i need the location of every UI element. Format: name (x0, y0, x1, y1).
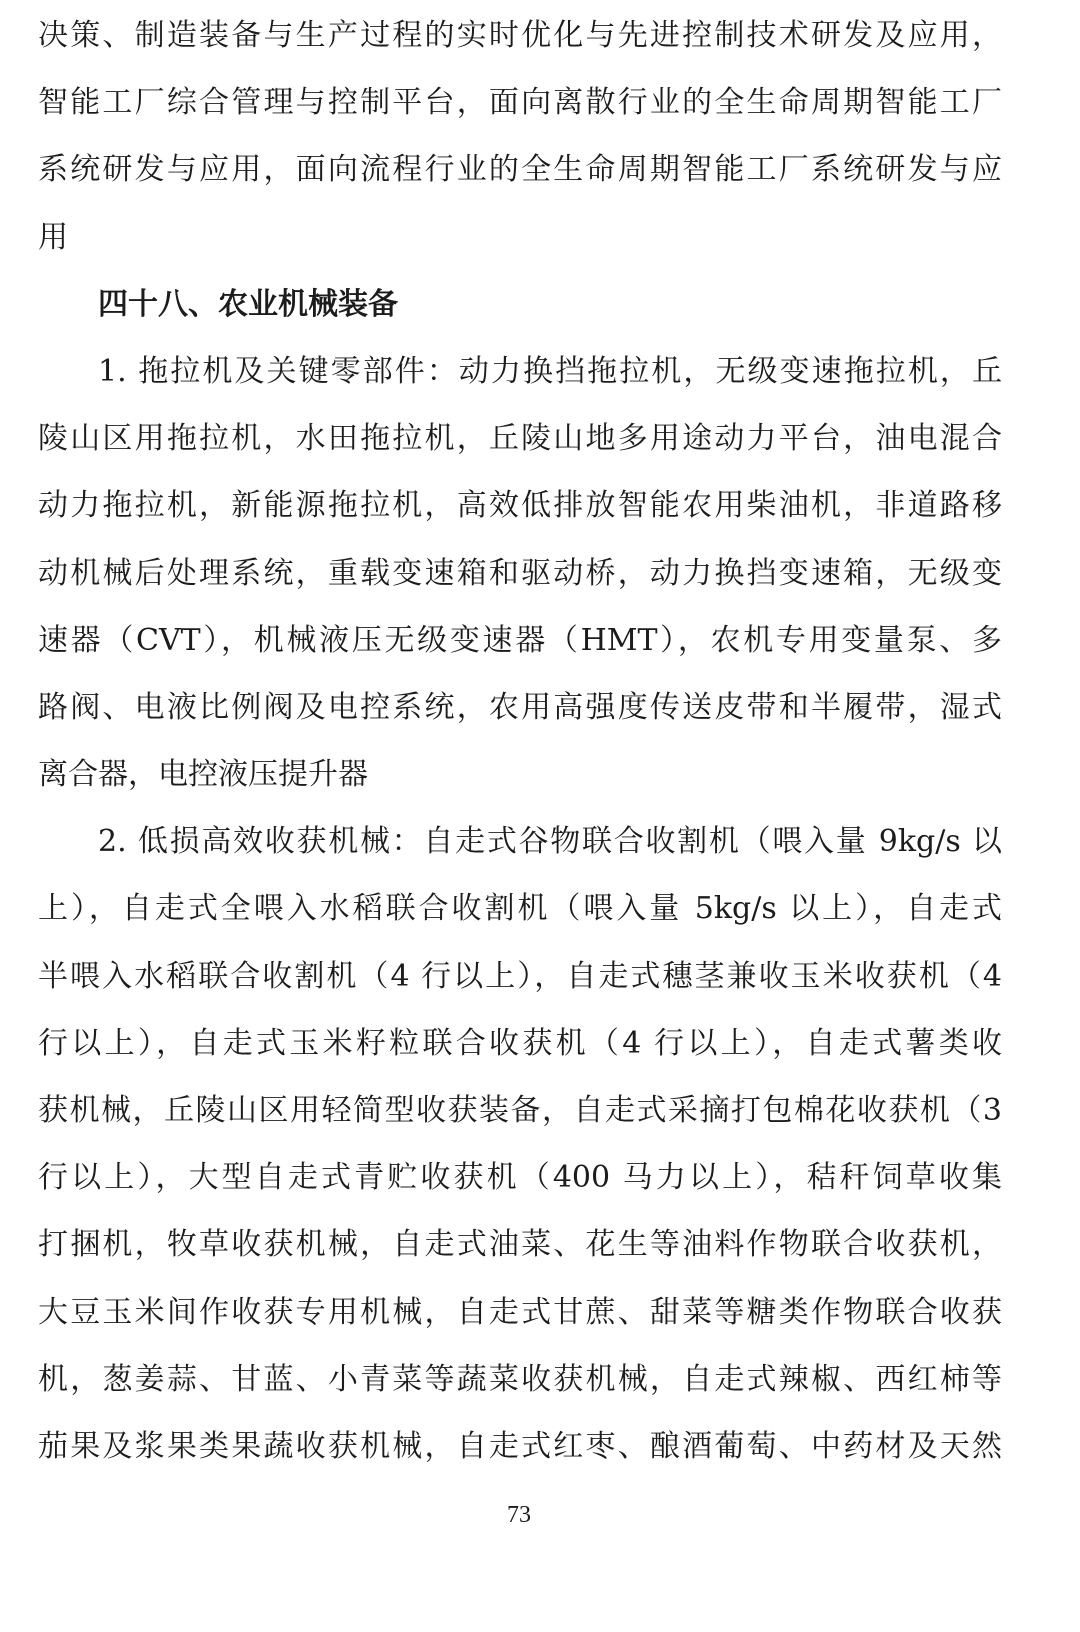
text-line: 速器（CVT），机械液压无级变速器（HMT），农机专用变量泵、多 (38, 622, 1002, 658)
text-line: 动力拖拉机，新能源拖拉机，高效低排放智能农用柴油机，非道路移 (38, 488, 1002, 524)
text-line: 用 (38, 219, 68, 255)
text-line: 决策、制造装备与生产过程的实时优化与先进控制技术研发及应用， (38, 18, 1002, 53)
text-line: 离合器，电控液压提升器 (38, 757, 368, 793)
text-line: 系统研发与应用，面向流程行业的全生命周期智能工厂系统研发与应 (38, 152, 1002, 188)
text-line: 行以上），大型自走式青贮收获机（400 马力以上），秸秆饲草收集 (38, 1160, 1002, 1196)
text-line: 1. 拖拉机及关键零部件：动力换挡拖拉机，无级变速拖拉机，丘 (98, 353, 1002, 389)
continuation-paragraph (38, 2, 1002, 271)
text-line: 茄果及浆果类果蔬收获机械，自走式红枣、酿酒葡萄、中药材及天然 (38, 1428, 1002, 1464)
text-line: 行以上），自走式玉米籽粒联合收获机（4 行以上），自走式薯类收 (38, 1025, 1002, 1061)
text-line: 智能工厂综合管理与控制平台，面向离散行业的全生命周期智能工厂 (38, 85, 1002, 121)
item-paragraph-1 (38, 338, 1002, 808)
text-line: 路阀、电液比例阀及电控系统，农用高强度传送皮带和半履带，湿式 (38, 689, 1002, 725)
text-line: 大豆玉米间作收获专用机械，自走式甘蔗、甜菜等糖类作物联合收获 (38, 1294, 1002, 1330)
text-line: 2. 低损高效收获机械：自走式谷物联合收割机（喂入量 9kg/s 以 (98, 824, 1002, 860)
section-heading: 四十八、农业机械装备 (98, 286, 398, 322)
page-number: 73 (507, 1502, 531, 1528)
text-line: 动机械后处理系统，重载变速箱和驱动桥，动力换挡变速箱，无级变 (38, 555, 1002, 591)
text-line: 半喂入水稻联合收割机（4 行以上），自走式穗茎兼收玉米收获机（4 (38, 958, 1002, 994)
document-page (38, 2, 1002, 1480)
text-line: 打捆机，牧草收获机械，自走式油菜、花生等油料作物联合收获机， (38, 1227, 1002, 1263)
text-line: 上），自走式全喂入水稻联合收割机（喂入量 5kg/s 以上），自走式 (38, 891, 1002, 927)
text-line: 机，葱姜蒜、甘蓝、小青菜等蔬菜收获机械，自走式辣椒、西红柿等 (38, 1361, 1002, 1397)
text-line: 获机械，丘陵山区用轻简型收获装备，自走式采摘打包棉花收获机（3 (38, 1093, 1002, 1128)
item-paragraph-2 (38, 808, 1002, 1480)
text-line: 陵山区用拖拉机，水田拖拉机，丘陵山地多用途动力平台，油电混合 (38, 421, 1002, 457)
